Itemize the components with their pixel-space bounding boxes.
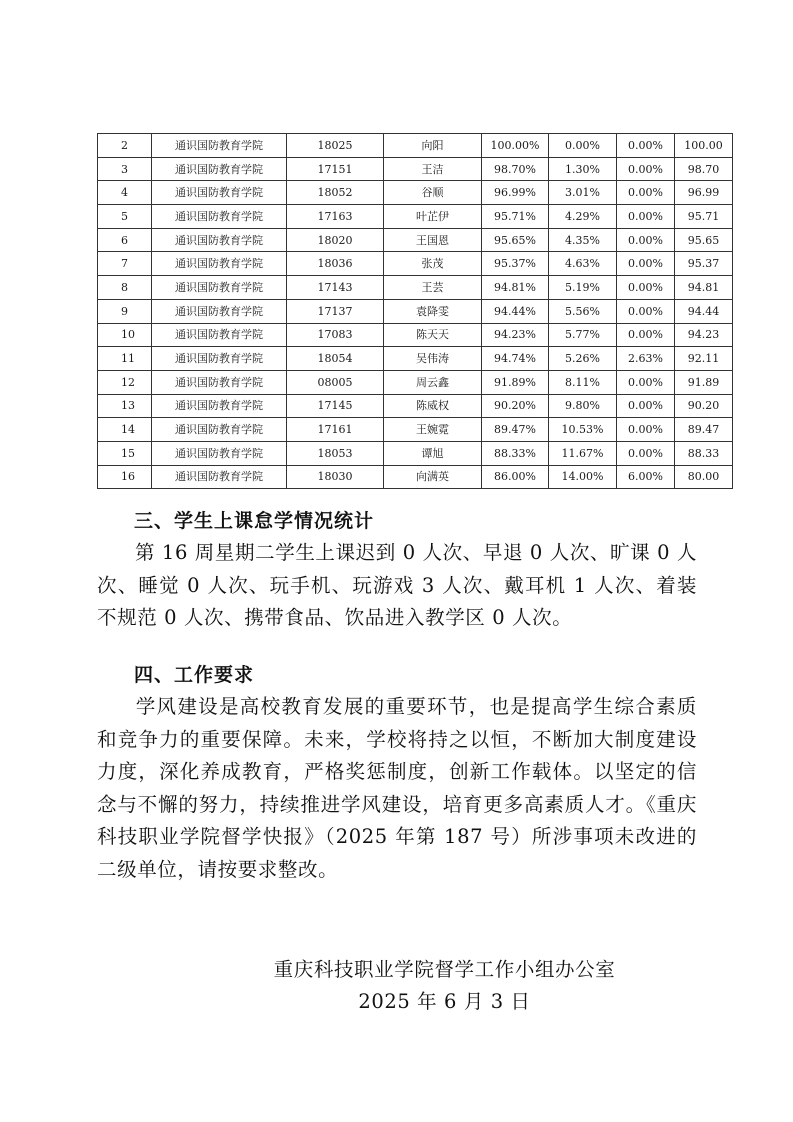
cell-absent: 2.63% xyxy=(617,347,675,371)
cell-rate: 88.33% xyxy=(482,441,549,465)
cell-late: 11.67% xyxy=(549,441,617,465)
cell-rate: 100.00% xyxy=(482,134,549,158)
cell-score: 95.71 xyxy=(675,205,733,229)
cell-rate: 95.71% xyxy=(482,205,549,229)
cell-score: 90.20 xyxy=(675,394,733,418)
cell-no: 5 xyxy=(98,205,152,229)
section4-body-text: 学风建设是高校教育发展的重要环节，也是提高学生综合素质和竞争力的重要保障。未来，学校将持之以恒，不断加大制度建设力度，深化养成教育，严格奖惩制度，创新工作载体。以坚定的信念与不懈的努力，持续推进学风建设，培育更多高素质人才。《重庆科技职业学院督学快报》（2025 年第 187 号）所涉事项未改进的二级单位，请按要求整改。 xyxy=(97,695,697,881)
cell-score: 88.33 xyxy=(675,441,733,465)
cell-college: 通识国防教育学院 xyxy=(152,205,287,229)
cell-late: 5.56% xyxy=(549,299,617,323)
cell-teacher: 周云鑫 xyxy=(384,370,482,394)
cell-college: 通识国防教育学院 xyxy=(152,276,287,300)
cell-class-code: 18030 xyxy=(287,465,384,489)
cell-absent: 6.00% xyxy=(617,465,675,489)
section4-body xyxy=(97,691,697,886)
cell-late: 5.26% xyxy=(549,347,617,371)
table-row xyxy=(98,252,733,276)
table-row xyxy=(98,394,733,418)
cell-absent: 0.00% xyxy=(617,276,675,300)
cell-class-code: 08005 xyxy=(287,370,384,394)
cell-score: 95.37 xyxy=(675,252,733,276)
cell-teacher: 王芸 xyxy=(384,276,482,300)
cell-college: 通识国防教育学院 xyxy=(152,252,287,276)
cell-teacher: 叶芷伊 xyxy=(384,205,482,229)
cell-absent: 0.00% xyxy=(617,394,675,418)
cell-class-code: 17137 xyxy=(287,299,384,323)
cell-teacher: 谭旭 xyxy=(384,441,482,465)
cell-late: 4.29% xyxy=(549,205,617,229)
cell-late: 4.63% xyxy=(549,252,617,276)
cell-no: 15 xyxy=(98,441,152,465)
cell-class-code: 17083 xyxy=(287,323,384,347)
cell-absent: 0.00% xyxy=(617,205,675,229)
cell-no: 14 xyxy=(98,418,152,442)
cell-no: 12 xyxy=(98,370,152,394)
cell-college: 通识国防教育学院 xyxy=(152,299,287,323)
table-row xyxy=(98,418,733,442)
cell-college: 通识国防教育学院 xyxy=(152,181,287,205)
cell-rate: 94.74% xyxy=(482,347,549,371)
cell-teacher: 向阳 xyxy=(384,134,482,158)
cell-score: 96.99 xyxy=(675,181,733,205)
cell-score: 89.47 xyxy=(675,418,733,442)
cell-rate: 89.47% xyxy=(482,418,549,442)
cell-class-code: 18025 xyxy=(287,134,384,158)
cell-college: 通识国防教育学院 xyxy=(152,465,287,489)
cell-late: 5.77% xyxy=(549,323,617,347)
cell-college: 通识国防教育学院 xyxy=(152,394,287,418)
cell-teacher: 吴伟涛 xyxy=(384,347,482,371)
attendance-table-body xyxy=(98,134,733,489)
table-row xyxy=(98,465,733,489)
cell-no: 8 xyxy=(98,276,152,300)
table-row xyxy=(98,370,733,394)
cell-class-code: 17145 xyxy=(287,394,384,418)
cell-teacher: 陈天天 xyxy=(384,323,482,347)
cell-rate: 95.65% xyxy=(482,228,549,252)
cell-no: 7 xyxy=(98,252,152,276)
cell-score: 95.65 xyxy=(675,228,733,252)
table-row xyxy=(98,134,733,158)
cell-score: 98.70 xyxy=(675,157,733,181)
cell-teacher: 王洁 xyxy=(384,157,482,181)
cell-college: 通识国防教育学院 xyxy=(152,323,287,347)
cell-no: 2 xyxy=(98,134,152,158)
table-row xyxy=(98,205,733,229)
cell-late: 8.11% xyxy=(549,370,617,394)
cell-college: 通识国防教育学院 xyxy=(152,418,287,442)
table-row xyxy=(98,347,733,371)
cell-class-code: 17161 xyxy=(287,418,384,442)
cell-rate: 98.70% xyxy=(482,157,549,181)
cell-rate: 94.81% xyxy=(482,276,549,300)
table-row xyxy=(98,181,733,205)
cell-class-code: 18052 xyxy=(287,181,384,205)
cell-late: 10.53% xyxy=(549,418,617,442)
cell-absent: 0.00% xyxy=(617,323,675,347)
section3-body xyxy=(97,537,697,635)
cell-class-code: 18053 xyxy=(287,441,384,465)
cell-no: 13 xyxy=(98,394,152,418)
cell-no: 9 xyxy=(98,299,152,323)
table-row xyxy=(98,323,733,347)
cell-absent: 0.00% xyxy=(617,418,675,442)
cell-score: 91.89 xyxy=(675,370,733,394)
cell-no: 11 xyxy=(98,347,152,371)
cell-late: 4.35% xyxy=(549,228,617,252)
cell-college: 通识国防教育学院 xyxy=(152,157,287,181)
cell-rate: 96.99% xyxy=(482,181,549,205)
cell-teacher: 袁降雯 xyxy=(384,299,482,323)
cell-no: 4 xyxy=(98,181,152,205)
cell-college: 通识国防教育学院 xyxy=(152,228,287,252)
cell-teacher: 陈威权 xyxy=(384,394,482,418)
cell-college: 通识国防教育学院 xyxy=(152,441,287,465)
cell-rate: 95.37% xyxy=(482,252,549,276)
cell-teacher: 张茂 xyxy=(384,252,482,276)
cell-score: 100.00 xyxy=(675,134,733,158)
cell-late: 5.19% xyxy=(549,276,617,300)
cell-class-code: 17143 xyxy=(287,276,384,300)
cell-score: 94.23 xyxy=(675,323,733,347)
cell-college: 通识国防教育学院 xyxy=(152,370,287,394)
cell-score: 92.11 xyxy=(675,347,733,371)
cell-no: 3 xyxy=(98,157,152,181)
cell-class-code: 18054 xyxy=(287,347,384,371)
cell-score: 94.44 xyxy=(675,299,733,323)
table-row xyxy=(98,299,733,323)
cell-absent: 0.00% xyxy=(617,299,675,323)
cell-absent: 0.00% xyxy=(617,370,675,394)
cell-late: 1.30% xyxy=(549,157,617,181)
cell-late: 0.00% xyxy=(549,134,617,158)
section3-body-text: 第 16 周星期二学生上课迟到 0 人次、早退 0 人次、旷课 0 人次、睡觉 0 人次、玩手机、玩游戏 3 人次、戴耳机 1 人次、着装不规范 0 人次、携带食品、饮品进入教学区 0 人次。 xyxy=(97,541,697,629)
cell-rate: 94.44% xyxy=(482,299,549,323)
cell-rate: 94.23% xyxy=(482,323,549,347)
cell-absent: 0.00% xyxy=(617,441,675,465)
cell-teacher: 谷顺 xyxy=(384,181,482,205)
cell-teacher: 王国恩 xyxy=(384,228,482,252)
signature-date: 2025 年 6 月 3 日 xyxy=(358,990,531,1013)
cell-late: 9.80% xyxy=(549,394,617,418)
table-row xyxy=(98,157,733,181)
cell-score: 80.00 xyxy=(675,465,733,489)
cell-class-code: 17163 xyxy=(287,205,384,229)
section3-heading: 三、学生上课怠学情况统计 xyxy=(134,510,375,532)
table-row xyxy=(98,276,733,300)
cell-absent: 0.00% xyxy=(617,134,675,158)
cell-absent: 0.00% xyxy=(617,157,675,181)
cell-rate: 86.00% xyxy=(482,465,549,489)
cell-no: 10 xyxy=(98,323,152,347)
cell-score: 94.81 xyxy=(675,276,733,300)
cell-absent: 0.00% xyxy=(617,181,675,205)
cell-late: 3.01% xyxy=(549,181,617,205)
cell-class-code: 18036 xyxy=(287,252,384,276)
attendance-table xyxy=(97,133,733,489)
cell-late: 14.00% xyxy=(549,465,617,489)
signature-office: 重庆科技职业学院督学工作小组办公室 xyxy=(273,958,616,981)
cell-absent: 0.00% xyxy=(617,228,675,252)
cell-college: 通识国防教育学院 xyxy=(152,134,287,158)
cell-no: 16 xyxy=(98,465,152,489)
cell-college: 通识国防教育学院 xyxy=(152,347,287,371)
table-row xyxy=(98,228,733,252)
cell-rate: 91.89% xyxy=(482,370,549,394)
section4-heading: 四、工作要求 xyxy=(134,664,255,686)
cell-class-code: 17151 xyxy=(287,157,384,181)
cell-class-code: 18020 xyxy=(287,228,384,252)
cell-no: 6 xyxy=(98,228,152,252)
cell-absent: 0.00% xyxy=(617,252,675,276)
table-row xyxy=(98,441,733,465)
cell-teacher: 向满英 xyxy=(384,465,482,489)
cell-teacher: 王婉霓 xyxy=(384,418,482,442)
cell-rate: 90.20% xyxy=(482,394,549,418)
